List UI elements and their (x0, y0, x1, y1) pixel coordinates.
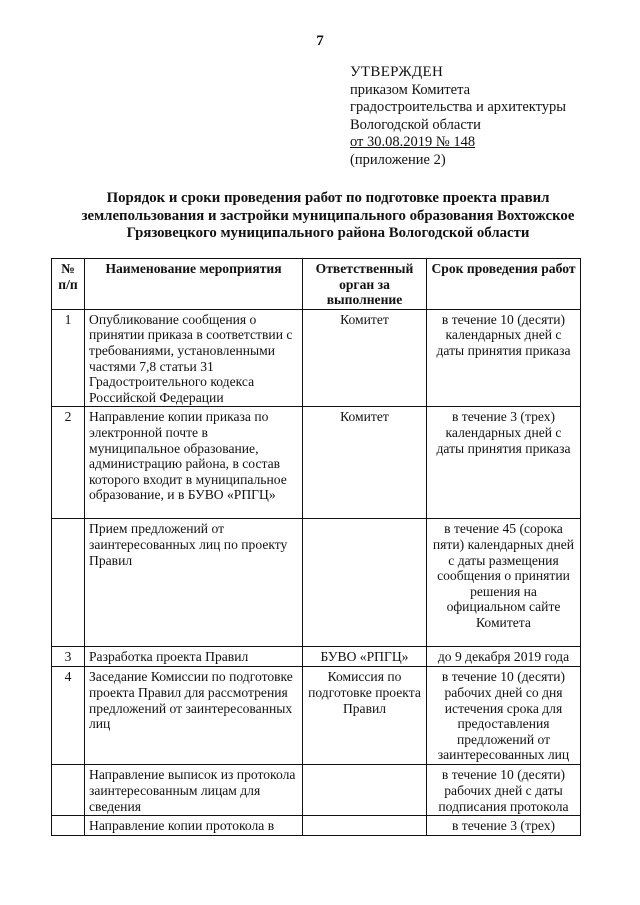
table-row (52, 647, 581, 667)
row-name: Разработка проекта Правил (85, 647, 303, 667)
row-term: в течение 3 (трех) календарных дней с даты принятия приказа (427, 407, 581, 519)
header-responsible: Ответственный орган за выполнение (303, 259, 427, 310)
row-term: до 9 декабря 2019 года (427, 647, 581, 667)
row-responsible (303, 816, 427, 836)
approval-line-3: Вологодской области (350, 116, 481, 133)
header-name: Наименование мероприятия (85, 259, 303, 310)
row-num (52, 816, 85, 836)
table-row (52, 816, 581, 836)
row-term: в течение 10 (десяти) календарных дней с даты принятия приказа (427, 309, 581, 407)
row-responsible: Комитет (303, 309, 427, 407)
row-num (52, 519, 85, 647)
header-term: Срок проведения работ (427, 259, 581, 310)
table-row (52, 667, 581, 765)
row-responsible: Комиссия по подготовке проекта Правил (303, 667, 427, 765)
page-number: 7 (316, 33, 324, 49)
approval-block (350, 64, 630, 170)
table-header-row (52, 259, 581, 310)
approval-line-1: приказом Комитета (350, 81, 471, 98)
row-num: 3 (52, 647, 85, 667)
approval-order-ref: от 30.08.2019 № 148 (350, 134, 476, 151)
row-responsible: Комитет (303, 407, 427, 519)
row-name: Заседание Комиссии по подготовке проекта Правил для рассмотрения предложений от заинтересованных лиц (85, 667, 303, 765)
document-title-line-3: Грязовецкого муниципального района Вологодской области (126, 225, 530, 241)
document-title (62, 190, 594, 243)
row-num: 2 (52, 407, 85, 519)
row-term: в течение 10 (десяти) рабочих дней со дня истечения срока для предоставления предложений от заинтересованных лиц (427, 667, 581, 765)
row-term: в течение 10 (десяти) рабочих дней с даты подписания протокола (427, 765, 581, 816)
row-term: в течение 3 (трех) (427, 816, 581, 836)
approval-line-2: градостроительства и архитектуры (350, 99, 567, 116)
row-num: 4 (52, 667, 85, 765)
row-name: Направление копии протокола в (85, 816, 303, 836)
row-name: Опубликование сообщения о принятии приказа в соответствии с требованиями, установленными частями 7,8 статьи 31 Градостроительного кодекса Российской Федерации (85, 309, 303, 407)
table-row (52, 309, 581, 407)
row-name: Направление копии приказа по электронной почте в муниципальное образование, администрацию района, в состав которого входит в муниципальное образование, и в БУВО «РПГЦ» (85, 407, 303, 519)
table-row (52, 407, 581, 519)
row-num (52, 765, 85, 816)
row-num: 1 (52, 309, 85, 407)
row-name: Прием предложений от заинтересованных лиц по проекту Правил (85, 519, 303, 647)
schedule-table (51, 258, 581, 836)
row-term: в течение 45 (сорока пяти) календарных дней с даты размещения сообщения о принятии решения на официальном сайте Комитета (427, 519, 581, 647)
table-row (52, 765, 581, 816)
row-responsible (303, 765, 427, 816)
document-title-line-1: Порядок и сроки проведения работ по подготовке проекта правил (106, 190, 550, 206)
document-title-line-2: землепользования и застройки муниципального образования Вохтожское (81, 207, 575, 224)
row-responsible: БУВО «РПГЦ» (303, 647, 427, 667)
row-name: Направление выписок из протокола заинтересованным лицам для сведения (85, 765, 303, 816)
header-num: № п/п (52, 259, 85, 310)
approval-appendix: (приложение 2) (350, 151, 446, 168)
approval-title: УТВЕРЖДЕН (350, 64, 444, 80)
row-responsible (303, 519, 427, 647)
table-row (52, 519, 581, 647)
